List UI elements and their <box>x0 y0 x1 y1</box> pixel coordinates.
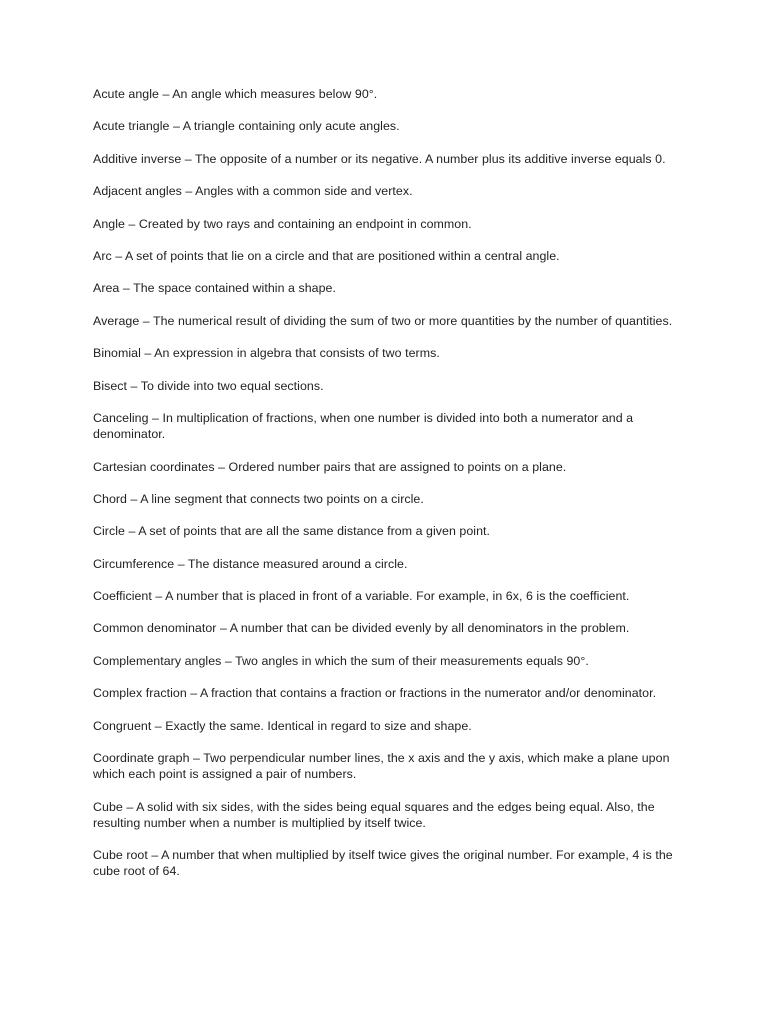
glossary-entry-coordinate-graph: Coordinate graph – Two perpendicular number lines, the x axis and the y axis, which make a plane upon which each point is assigned a pair of numbers. <box>93 751 670 782</box>
glossary-entry-complementary-angles: Complementary angles – Two angles in which the sum of their measurements equals 90°. <box>93 653 589 668</box>
glossary-entry-adjacent-angles: Adjacent angles – Angles with a common side and vertex. <box>93 184 413 199</box>
glossary-entry-cube-root: Cube root – A number that when multiplied by itself twice gives the original number. For example, 4 is the cube root of 64. <box>93 848 673 879</box>
glossary-entry-average: Average – The numerical result of dividing the sum of two or more quantities by the number of quantities. <box>93 313 673 328</box>
glossary-entry-arc: Arc – A set of points that lie on a circle and that are positioned within a central angle. <box>93 248 560 263</box>
glossary-entry-congruent: Congruent – Exactly the same. Identical in regard to size and shape. <box>93 718 472 733</box>
glossary-entry-bisect: Bisect – To divide into two equal sections. <box>93 378 324 393</box>
glossary-list <box>93 86 683 896</box>
glossary-entry-complex-fraction: Complex fraction – A fraction that contains a fraction or fractions in the numerator and/or denominator. <box>93 686 657 701</box>
glossary-entry-additive-inverse: Additive inverse – The opposite of a number or its negative. A number plus its additive inverse equals 0. <box>93 151 666 166</box>
glossary-entry-acute-angle: Acute angle – An angle which measures below 90°. <box>93 87 378 101</box>
glossary-entry-common-denominator: Common denominator – A number that can be divided evenly by all denominators in the problem. <box>93 621 630 636</box>
glossary-entry-cartesian-coordinates: Cartesian coordinates – Ordered number pairs that are assigned to points on a plane. <box>93 459 567 474</box>
glossary-entry-acute-triangle: Acute triangle – A triangle containing only acute angles. <box>93 119 400 134</box>
glossary-entry-canceling: Canceling – In multiplication of fractions, when one number is divided into both a numerator and a denominator. <box>93 410 634 442</box>
glossary-entry-binomial: Binomial – An expression in algebra that consists of two terms. <box>93 346 440 361</box>
glossary-entry-area: Area – The space contained within a shape. <box>93 281 336 296</box>
glossary-entry-circumference: Circumference – The distance measured around a circle. <box>93 556 408 571</box>
glossary-entry-cube: Cube – A solid with six sides, with the sides being equal squares and the edges being equal. Also, the resulting number when a number is multiplied by itself twice. <box>93 799 655 830</box>
glossary-entry-circle: Circle – A set of points that are all the same distance from a given point. <box>93 524 491 539</box>
glossary-entry-chord: Chord – A line segment that connects two points on a circle. <box>93 491 424 506</box>
glossary-entry-coefficient: Coefficient – A number that is placed in front of a variable. For example, in 6x, 6 is the coefficient. <box>93 589 630 604</box>
glossary-entry-angle: Angle – Created by two rays and containing an endpoint in common. <box>93 216 472 231</box>
